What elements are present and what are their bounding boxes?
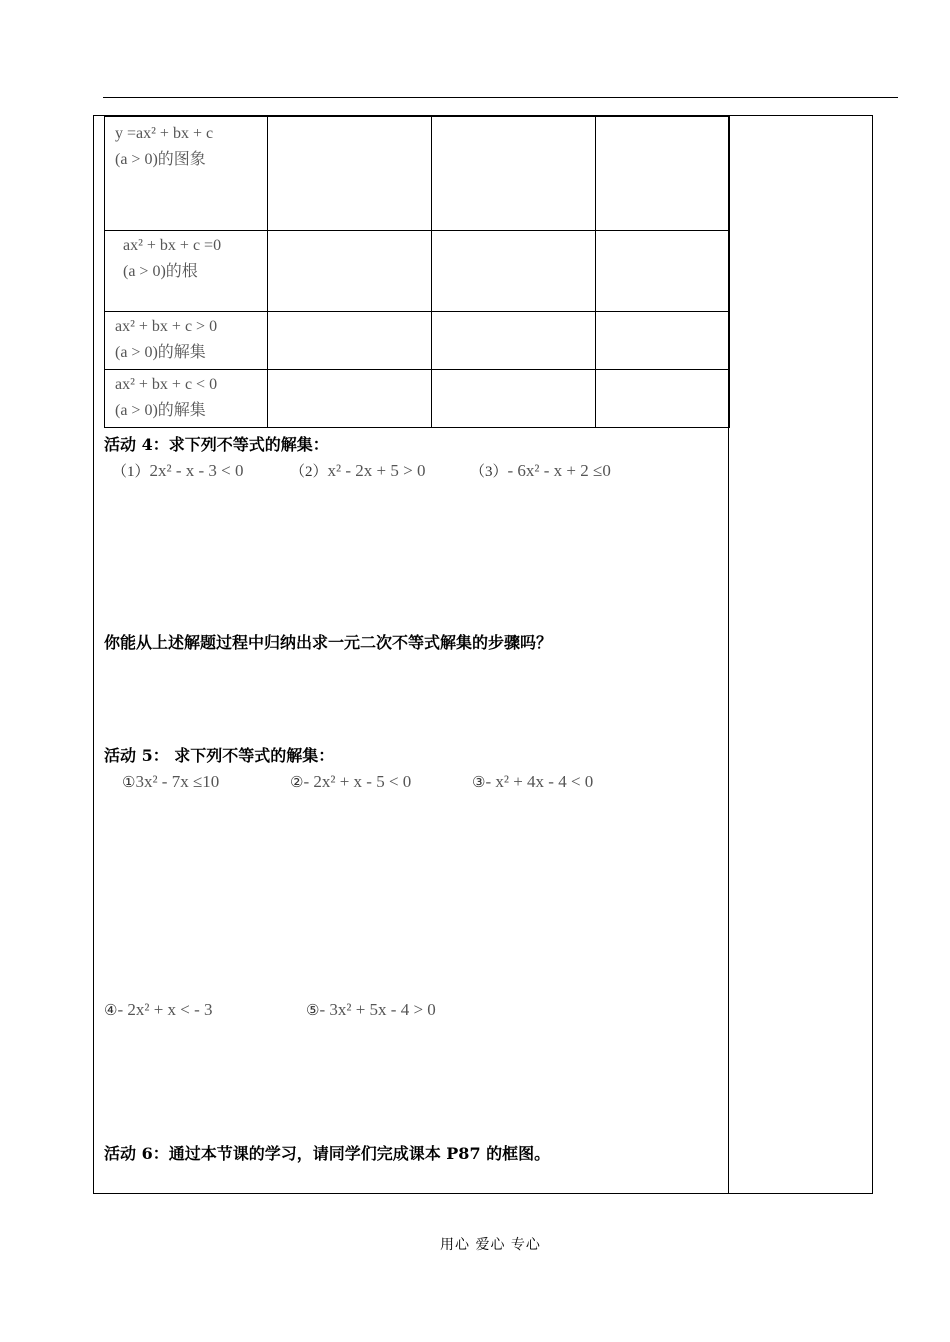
- table-cell-label: [105, 312, 268, 370]
- table-cell[interactable]: [268, 117, 432, 231]
- activity5-problem-2: [290, 772, 411, 792]
- problem-label: ⑤: [306, 1003, 320, 1019]
- table-cell[interactable]: [432, 370, 596, 428]
- problem-expr: x² - 2x + 5 > 0: [327, 461, 426, 480]
- table-cell-label: [105, 370, 268, 428]
- problem-expr: - 2x² + x < - 3: [117, 1000, 213, 1019]
- table-cell-label: [105, 117, 268, 231]
- activity4-problem-1: [112, 460, 244, 481]
- table-cell[interactable]: [596, 117, 730, 231]
- problem-label: （1）: [112, 464, 150, 480]
- header-rule: [103, 97, 898, 98]
- row-expr: ax² + bx + c > 0: [115, 318, 218, 335]
- table-cell-label: [105, 231, 268, 312]
- table-cell[interactable]: [596, 312, 730, 370]
- problem-label: ③: [472, 775, 486, 791]
- problem-expr: - 2x² + x - 5 < 0: [303, 772, 412, 791]
- row-cond: (a > 0): [115, 344, 158, 361]
- activity5-problem-5: [306, 1000, 436, 1020]
- row-expr: y =ax² + bx + c: [115, 125, 214, 142]
- activity5-problem-3: [472, 772, 593, 792]
- row-expr: ax² + bx + c =0: [123, 237, 222, 254]
- row-cond: (a > 0): [115, 151, 158, 168]
- table-row: [105, 312, 730, 370]
- row-desc: 的图象: [157, 151, 206, 168]
- table-cell[interactable]: [432, 312, 596, 370]
- activity4-problem-3: [470, 460, 611, 481]
- row-cond: (a > 0): [115, 402, 158, 419]
- table-row: [105, 117, 730, 231]
- problem-expr: - 6x² - x + 2 ≤0: [507, 461, 611, 480]
- problem-label: ②: [290, 775, 304, 791]
- row-expr: ax² + bx + c < 0: [115, 376, 218, 393]
- problem-expr: 2x² - x - 3 < 0: [149, 461, 244, 480]
- problem-label: （3）: [470, 464, 508, 480]
- table-cell[interactable]: [268, 370, 432, 428]
- activity5-problem-4: [104, 1000, 213, 1020]
- page-footer: 用心 爱心 专心: [440, 1237, 541, 1253]
- problem-expr: 3x² - 7x ≤10: [135, 772, 220, 791]
- problem-label: ④: [104, 1003, 118, 1019]
- table-cell[interactable]: [432, 231, 596, 312]
- table-row: [105, 370, 730, 428]
- table-cell[interactable]: [268, 231, 432, 312]
- row-desc: 的解集: [157, 402, 206, 419]
- problem-expr: - 3x² + 5x - 4 > 0: [319, 1000, 436, 1019]
- activity4-problem-2: [290, 460, 425, 481]
- row-cond: (a > 0): [123, 263, 166, 280]
- quadratic-summary-table: [104, 116, 730, 428]
- row-desc: 的解集: [157, 344, 206, 361]
- table-cell[interactable]: [268, 312, 432, 370]
- table-cell[interactable]: [596, 370, 730, 428]
- problem-expr: - x² + 4x - 4 < 0: [485, 772, 594, 791]
- activity6-title: 活动 6：通过本节课的学习，请同学们完成课本 P87 的框图。: [104, 1144, 551, 1163]
- activity5-problem-1: [122, 772, 219, 792]
- table-row: [105, 231, 730, 312]
- summary-question: 你能从上述解题过程中归纳出求一元二次不等式解集的步骤吗？: [104, 633, 553, 652]
- row-desc: 的根: [165, 263, 198, 280]
- table-cell[interactable]: [596, 231, 730, 312]
- problem-label: ①: [122, 775, 136, 791]
- activity4-title: 活动 4：求下列不等式的解集：: [104, 435, 329, 454]
- problem-label: （2）: [290, 464, 328, 480]
- table-cell[interactable]: [432, 117, 596, 231]
- activity5-title: 活动 5： 求下列不等式的解集：: [104, 746, 335, 765]
